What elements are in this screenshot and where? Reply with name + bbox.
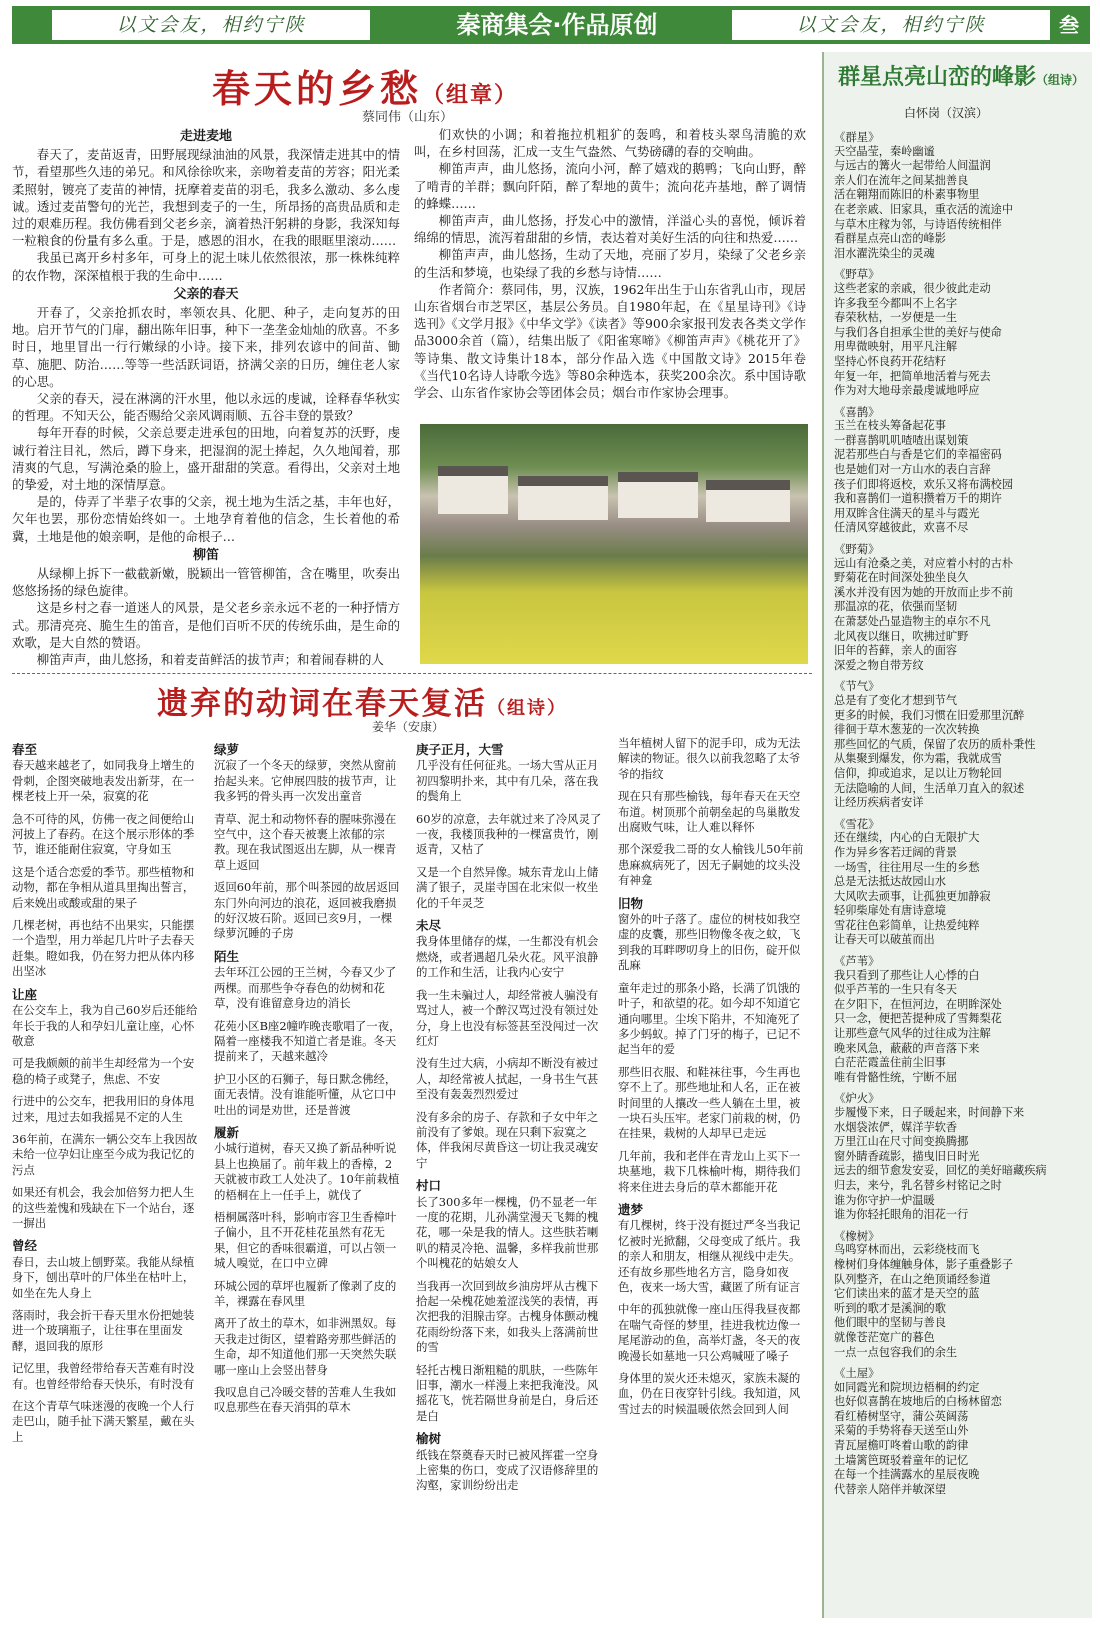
paragraph: 几棵老树，再也结不出果实，只能摆一个造型，用力举起几片叶子去春天赶集。瞪如我，仍在努力把从体内移出坚冰: [12, 918, 195, 979]
paragraph: 当年植树人留下的泥手印，成为无法解读的物证。很久以前我忽略了太爷爷的指纹: [618, 736, 801, 781]
section-heading: 旧物: [618, 895, 644, 911]
paragraph: 纸钱在祭奠春天时已被风挥霍一空身上密集的伤口，变成了汉语修辞里的沟壑，家训纷纷出走: [416, 1447, 599, 1493]
paragraph: 身体里的炭火还未熄灭，家族未凝的血，仍在日夜穿针引线。我知道，风雪过去的时候温暖依然会回到人间: [618, 1371, 801, 1416]
photo-house: [438, 466, 508, 514]
section-heading: 陌生: [214, 948, 240, 964]
paragraph: 这是乡村之春一道迷人的风景，是父老乡亲永远不老的一种抒情方式。那清亮亮、脆生生的笛音，是他们百听不厌的传统乐曲，是生命的欢歌，是大自然的赞语。: [12, 600, 400, 650]
poem-title: 《节气》: [834, 679, 880, 694]
section-divider: [12, 673, 812, 674]
poem-title: 《野草》: [834, 267, 880, 282]
paragraph: 可是我颇颇的前半生却经常为一个安稳的椅子或凳子，焦虑、不安: [12, 1056, 195, 1086]
paragraph: 春天越来越老了，如同我身上增生的骨刺，企图突破地表发出新芽，在一棵老枝上开一朵，寂寞的花: [12, 758, 195, 804]
paragraph: 中年的孤独就像一座山压得我昼夜都在喘气奇怪的梦里，挂进我枕边像一尾尾游动的鱼，高举灯盏，冬天的夜晚漫长如墓地一只公鸡喊哑了嗓子: [618, 1302, 801, 1363]
poem-body: 步履慢下来，日子暖起来，时间静下来 水烟袋浓俨，媒洋芋软香 万里江山在尺寸间变换腾挪 窗外睛香疏影，描曳旧日时光 远去的细节愈发安妥，回忆的美好暗藏疾病 归去，来兮，乳名替乡村铭记之时 谁为你守护一炉温暖 谁为你轻托眼角的泪花一行: [834, 1106, 1047, 1222]
article2-title-text: 遗弃的动词在春天复活: [157, 686, 487, 722]
section-heading: 父亲的春天: [173, 286, 239, 302]
paragraph: 小城行道树，春天又换了新品种听说县上也换届了。前年栽上的香樟，2天就被市政工人处决了。10年前栽植的梧桐在上一任手上，就伐了: [214, 1141, 400, 1202]
paragraph: 从绿柳上拆下一截截新嫩，脱颖出一管管柳笛，含在嘴里，吹奏出悠悠扬扬的绿色旋律。: [12, 566, 400, 599]
paragraph: 离开了故土的草木，如非洲黑奴。每天我走过街区，望着路旁那些鲜活的生命，却不知道他们那一天突然失联哪一座山上会竖出替身: [214, 1316, 397, 1377]
paragraph: 们欢快的小调；和着拖拉机粗犷的轰鸣，和着枝头翠鸟清脆的欢叫，在乡村回荡，汇成一支生气盎然、气势磅礴的春的交响曲。: [414, 127, 806, 160]
paragraph: 作者简介：蔡同伟，男，汉族，1962年出生于山东省乳山市，现居山东省烟台市芝罘区，基层公务员。自1980年起，在《星星诗刊》《诗选刊》《文学月报》《中华文学》《读者》等900余家报刊发表各类文学作品3000余首（篇），结集出版了《阳雀寒啼》《柳笛声声》《桃花开了》等诗集、散文诗集计18本，部分作品入选《中国散文诗》2015年卷《当代10名诗人诗歌今选》等80余种选本，获奖200余次。系中国诗歌学会、山东省作家协会等团体会员；烟台市作家协会理事。: [414, 281, 806, 401]
article1-author: 蔡同伟（山东）: [362, 110, 454, 125]
paragraph: 柳笛声声，曲儿悠扬，流向小河，醉了嬉戏的鹅鸭；飞向山野，醉了啃青的羊群；飘向阡陌，醉了犁地的黄牛；流向花卉基地，醉了调情的蜂蝶……: [414, 161, 806, 211]
poem-body: 远山有沧桑之美，对应着小村的古朴 野菊花在时间深处独坐良久 溪水并没有因为她的开放而止步不前 那温凉的花，依强而坚韧 在萧瑟处凸显造物主的卓尔不凡 北风夜以继日，吹拂过旷野 旧年的苔藓，亲人的面容 深爱之物自带芳纹: [834, 556, 1014, 672]
poem-title: 《橡树》: [834, 1228, 880, 1243]
sidebar-title: [838, 60, 1088, 91]
sidebar-author: 白怀岗（汉滨）: [904, 106, 989, 120]
sidebar-poem-list: [834, 124, 1086, 1497]
paragraph: 沉寂了一个冬天的绿萝，突然从窗前抬起头来。它伸展四肢的拔节声，让我多钙的骨头再一次发出童音: [214, 758, 397, 804]
paragraph: 窗外的叶子落了。虚位的树枝如我空虚的皮囊，那些旧物像冬夜之蚊，飞到我的耳畔啰叨身上的旧伤，碇开似乱麻: [618, 912, 801, 973]
paragraph: 我一生未骗过人，却经常被人骗没有骂过人，被一个醉汉骂过没有领过处分，身上也没有标签甚至没闯过一次红灯: [416, 987, 599, 1048]
paragraph: 梧桐属落叶科，影响市容卫生香樟叶子偏小，且不开花桂花虽然有花无果，但它的香味很霸道，可以占领一城人嗅觉，在口中立碑: [214, 1209, 397, 1271]
photo-house: [618, 472, 698, 518]
paragraph: 去年环江公园的王兰树，今春又少了两棵。而那些争夺春色的幼树和花草，没有谁留意身边的消长: [214, 965, 397, 1011]
paragraph: 几年前，我和老伴在青龙山上买下一块墓地，栽下几株榆叶梅，期待我们将来住进去身后的草木都能开花: [618, 1148, 801, 1194]
paragraph: 没有多余的房子、存款和子女中年之前没有了爹娘。现在只剩下寂寞之体，伴我闲尽黄昏这一切让我灵魂安宁: [416, 1109, 599, 1170]
paragraph: 柳笛声声，曲儿悠扬，和着麦苗鲜活的拔节声；和着闹春耕的人: [36, 652, 384, 668]
paragraph: 护卫小区的石狮子，每日默念佛经，面无表情。没有谁能听懂，从它口中吐出的词是劝世，还是普渡: [214, 1071, 397, 1117]
photo-house: [706, 480, 790, 522]
paragraph: 落雨时，我会折干春天里水份把她装进一个玻璃瓶子，让往事在里面发酵，退回我的原形: [12, 1308, 195, 1353]
poem-body: 天空晶莹，秦岭幽谧 与远古的篝火一起带给人间温润 亲人们在流年之间某拙善良 活在翱翔而陈旧的朴素事物里 在老亲戚、旧家具，重衣活的流途中 与草木庄稼为邻，与诗语传统相伴 看群星点亮山峦的峰影 泪水濯洗染尘的灵魂: [834, 144, 1014, 260]
paragraph: 春天了，麦苗返青，田野展现绿油油的风景，我深情走进其中的情节，看望那些久违的弟兄。和风徐徐吹来，亲吻着麦苗的芳容；阳光柔柔照射，镀亮了麦苗的神情，抚摩着麦苗的羽毛，我多么激动、多么虔诚。透过麦苗警句的光芒，我想到麦子的一生，所昂扬的高贵品质和走过的艰难历程。我仿佛看到父老乡亲，滴着热汗躬耕的身影，我深知每一粒粮食的份量有多么重。于是，感恩的泪水，在我的眼眶里滚动……: [12, 147, 400, 249]
article2-column-2: [214, 736, 402, 1423]
paragraph: 花苑小区B座2幢咋晚丧歌唱了一夜，隔着一座楼我不知道亡者是谁。冬天提前来了，天越来越冷: [214, 1018, 401, 1064]
poem-title: 《野菊》: [834, 542, 880, 557]
paragraph: 几乎没有任何征兆。一场大雪从正月初四黎明扑来，其中有几朵，落在我的鬓角上: [416, 758, 599, 804]
paragraph: 36年前，在满东一辆公交车上我因故未给一位孕妇让座至今成为我记忆的污点: [12, 1131, 198, 1177]
paragraph: 长了300多年一棵槐，仍不显老一年一度的花期，儿孙满堂漫天飞舞的槐花，哪一朵是我的情人。这些肤若喇叭的精灵冷艳、温馨，多样我前世那个叫槐花的姑娘女人: [416, 1194, 599, 1271]
poem-body: 鸟鸣穿林而出，云彩绕枝而飞 橡树们身体缠触身体，影子重叠影子 队列整齐，在山之绝顶诵经参道 它们读出来的蓝才是天空的蓝 听到的歌才是溪涧的歌 他们眼中的坚韧与善良 就像苍茫宽广的暮色 一点一点包容我们的余生: [834, 1243, 1014, 1359]
paragraph: 柳笛声声，曲儿悠扬，生动了天地，亮丽了岁月，染绿了父老乡亲的生活和梦境，也染绿了我的乡愁与诗情……: [414, 247, 806, 280]
paragraph: 开春了，父亲抢抓农时，率领农具、化肥、种子，走向复苏的田地。启开节气的门扉，翻出陈年旧事，种下一垄垄金灿灿的欣喜。不多时日，地里冒出一行行嫩绿的小诗。接下来，排列农谚中的间苗、锄草、施肥、防治……等等一些活跃词语，挤满父亲的日历，缠住老人家的心思。: [12, 305, 400, 389]
paragraph: 没有生过大病，小病却不断没有被过人，却经常被人拭起，一身书生气甚至没有轰轰烈烈爱过: [416, 1056, 599, 1102]
section-heading: 遗梦: [618, 1201, 644, 1217]
section-heading: 村口: [416, 1178, 442, 1194]
poem-body: 我只看到了那些让人心悸的白 似乎芦苇的一生只有冬天 在夕阳下，在恒河边，在明眸深处 只一念，便把苦提种成了雪舞梨花 让那些意气风华的过往成为注解 晚来风急，蔽蔽的声音落下来 白茫茫霞盖住前尘旧事 唯有骨骼性统，宁断不屈: [834, 968, 1002, 1084]
village-rapeseed-photo: [420, 424, 808, 664]
photo-house: [518, 476, 608, 520]
masthead: [12, 6, 1090, 44]
article1-column-1: [12, 126, 400, 668]
paragraph: 当我再一次回到故乡油房坪从古槐下拾起一朵槐花她羞涩浅笑的表情，再次把我的泪腺击穿。古槐身体颤动槐花雨纷纷落下来，如我头上落满前世的雪: [416, 1278, 599, 1355]
paragraph: 每年开春的时候，父亲总要走进承包的田地，向着复苏的沃野，虔诚行着注目礼，然后，蹲下身来，把湿润的泥土捧起，久久地闻着，那清爽的气息，写满沧桑的脸上，盛开甜甜的笑意。看得出，父亲对土地的挚爱，对土地的深情厚意。: [12, 425, 400, 493]
article1-subtitle: （组章）: [422, 82, 519, 108]
paragraph: 在公交车上，我为自己60岁后还能给年长于我的人和孕妇儿童让座，心怀敬意: [12, 1003, 198, 1048]
paragraph: 返回60年前，那个叫茶园的故居返回东门外向河边的浪花，返回被我磨损的好汉坡石阶。返回已亥9月，一棵绿萝沉睡的子房: [214, 880, 400, 941]
section-heading: 让座: [12, 986, 38, 1002]
poem-title: 《芦苇》: [834, 954, 880, 969]
section-heading: 榆树: [416, 1431, 442, 1447]
paragraph: 我叹息自己冷暖交替的苦难人生我如叹息那些在春天消弭的草木: [214, 1385, 397, 1415]
article2-column-3: [416, 736, 604, 1501]
masthead-center-title: 秦商集会·作品原创: [456, 11, 658, 39]
article2-column-1: [12, 736, 200, 1452]
page-number: 叁: [1059, 13, 1079, 37]
section-heading: 走进麦地: [179, 129, 232, 144]
section-heading: 春至: [12, 742, 38, 757]
paragraph: 春日，去山坡上刨野菜。我能从绿植身下，刨出草叶的尸体坐在枯叶上，如坐在先人身上: [12, 1254, 195, 1300]
paragraph: 又是一个自然异像。城东青龙山上储满了银子，灵崖寺国在北宋似一枚坐化的千年灵芝: [416, 864, 599, 910]
paragraph: 急不可待的风，仿佛一夜之间便给山河披上了春药。在这个展示形体的季节，谁还能耐住寂寞，守身如玉: [12, 811, 195, 857]
section-heading: 未尽: [416, 918, 442, 934]
poem-body: 这些老家的亲戚，很少彼此走动 许多我至今都叫不上名字 春荣秋枯，一岁便是一生 与我们各自担承尘世的美好与使命 用卑微映射，用平凡注解 坚持心怀良药开花结籽 年复一年，把简单地活着与死去 作为对大地母亲最虔诚地呼应: [834, 281, 1002, 398]
article1-column-2: [414, 126, 806, 401]
article1-title-text: 春天的乡愁: [212, 66, 423, 111]
poem-body: 还在继续，内心的白无限扩大 作为异乡客若迂阔的背景 一场雪，往往用尽一生的乡愁 总是无法抵达故园山水 大风吹去顽事，让孤独更加静寂 轻卯柴扉处有唐诗意境 雪花往色彩简单，让热爱纯粹 让春天可以破茧而出: [834, 831, 991, 947]
sidebar-subtitle: （组诗）: [1036, 73, 1085, 87]
sidebar-poems: [822, 52, 1092, 1618]
section-heading: 柳笛: [192, 547, 219, 563]
poem-title: 《喜鹊》: [834, 404, 880, 419]
paragraph: 现在只有那些榆钱，每年春天在天空布道。树顶那个前朝垒起的鸟巢散发出腐败气味，让人难以释怀: [618, 789, 801, 835]
article2-title: [157, 678, 677, 723]
section-heading: 绿萝: [214, 742, 240, 757]
article-spring-nostalgia: [12, 52, 812, 672]
article2-subtitle: （组诗）: [487, 698, 567, 719]
paragraph: 有几棵树，终于没有挺过严冬当我记忆被时光掀翻，父母变成了纸片。我的亲人和朋友，相继从视线中走失。还有故乡那些地名方言，隐身如夜色，夜来一场大雪，藏匿了所有证言: [618, 1218, 801, 1294]
paragraph: 轻托古槐日渐粗糙的肌肤，一些陈年旧事，潮水一样漫上来把我淹没。风摇花飞，恍若隔世身前是白，身后还是白: [416, 1362, 599, 1423]
paragraph: 父亲的春天，浸在淋漓的汗水里，他以永远的虔诚，诠释春华秋实的哲理。不知天公，能否赐给父亲风调雨顺、五谷丰登的景致？: [12, 391, 400, 424]
article1-title: [212, 58, 632, 113]
paragraph: 青草、泥土和动物怀春的腥味弥漫在空气中，这个春天被裹上浓郁的宗教。现在我试图返出左脚，从一棵青草上返回: [214, 811, 397, 872]
paragraph: 行进中的公交车，把我用旧的身体甩过来，甩过去如我摇晃不定的人生: [12, 1094, 195, 1124]
paragraph: 这是个适合恋爱的季节。那些植物和动物，都在争相从道具里掏出誓言，后来娩出或酸或甜的果子: [12, 864, 195, 910]
paragraph: 那个深爱我二哥的女人榆钱儿50年前患麻疯病死了，因无子嗣她的坟头没有神龛: [618, 842, 804, 888]
poem-body: 如同霞光和院坝边梧桐的约定 也好似喜鹊在坡地后的白杨林留恋 看红椿树坚守，蒲公英阔荡 采菊的手势将春天送至山外 青瓦屋檐叮咚着山歌的韵律 土墙篱笆斑驳着童年的记忆 在每一个挂满露水的星辰夜晚 代替亲人陪伴并敏深望: [834, 1380, 1002, 1496]
section-heading: 曾经: [12, 1238, 38, 1254]
poem-title: 《土屋》: [834, 1366, 880, 1381]
poem-body: 总是有了变化才想到节气 更多的时候，我们习惯在旧爱那里沉醉 徘徊于草木葱茏的一次次转换 那些回忆的气质，保留了农历的质朴秉性 从集聚到爆发，你为霜，我就成雪 信仰，抑或追求，足以让万物轮回 无法隐喻的人间，生活单刀直入的叙述 让经历疾病者安详: [834, 693, 1036, 810]
paragraph: 我虽已离开乡村多年，可身上的泥土味儿依然很浓，那一株株纯粹的农作物，深深植根于我的生命中……: [12, 250, 400, 283]
poem-title: 《群星》: [834, 130, 880, 144]
article2-column-4: [618, 736, 806, 1424]
paragraph: 柳笛声声，曲儿悠扬，抒发心中的激情，洋溢心头的喜悦，倾诉着绵绵的情思，流泻着甜甜的乡情，表达着对美好生活的向往和热爱……: [414, 213, 806, 246]
masthead-slogan-right: 以文会友，相约宁陕: [732, 10, 1050, 40]
paragraph: 是的，侍弄了半辈子农事的父亲，视土地为生活之基，丰年也好，欠年也罢，那份恋情始终如一。土地孕育着他的信念，生长着他的希冀，土地是他的娘亲啊，是他的命根子…: [12, 494, 400, 544]
poem-title: 《炉火》: [834, 1091, 880, 1106]
article2-author: 姜华（安康）: [372, 720, 445, 734]
masthead-slogan-left: 以文会友，相约宁陕: [52, 10, 370, 40]
paragraph: 童年走过的那条小路，长满了饥饿的叶子，和欲望的花。如今却不知道它通向哪里。尘埃下陷井，不知淹死了多少蚂蚁。掉了门牙的梅子，已记不起当年的爱: [618, 980, 801, 1057]
paragraph: 那些旧衣服、和鞋袜往事，今生再也穿不上了。那些地址和人名，正在被时间里的人攘改一些人躺在土里，被一块石头压牢。老家门前栽的树，仍在挂果，栽树的人却早已走远: [618, 1064, 801, 1141]
section-heading: 庚子正月，大雪: [416, 742, 504, 757]
paragraph: 我身体里储存的煤，一生都没有机会燃烧，或者遇超几朵火花。风平浪静的工作和生活，让我内心安宁: [416, 934, 599, 980]
paragraph: 如果还有机会，我会加倍努力把人生的这些羞愧和残缺在下一个站台，逐一摒出: [12, 1185, 195, 1230]
paragraph: 在这个青草气味迷漫的夜晚一个人行走巴山，随手扯下满天繁星，戴在头上: [12, 1399, 195, 1444]
paragraph: 记忆里，我曾经带给春天苦难有时没有。也曾经带给春天快乐，有时没有: [12, 1361, 195, 1391]
sidebar-title-text: 群星点亮山峦的峰影: [838, 64, 1037, 90]
poem-body: 玉兰在枝头筹备起花事 一群喜鹊叽叽喳喳出谋划策 泥若那些白与香是它们的幸福密码 也是她们对一方山水的表白言辞 孩子们即将返校，欢乐又将布满校园 我和喜鹊们一道积攒着万千的期许 用双眸含住满天的星斗与霞光 任清风穿越彼此，欢喜不尽: [834, 419, 1014, 535]
section-heading: 履新: [214, 1124, 240, 1140]
paragraph: 60岁的凉意，去年就过来了冷风灵了一夜，我楼顶我种的一棵富贵竹，刚返青，又枯了: [416, 811, 602, 857]
article-forgotten-verbs: [12, 678, 812, 1618]
poem-title: 《雪花》: [834, 816, 880, 831]
paragraph: 环城公园的草坪也履新了像剥了皮的羊，裸露在春风里: [214, 1278, 397, 1308]
